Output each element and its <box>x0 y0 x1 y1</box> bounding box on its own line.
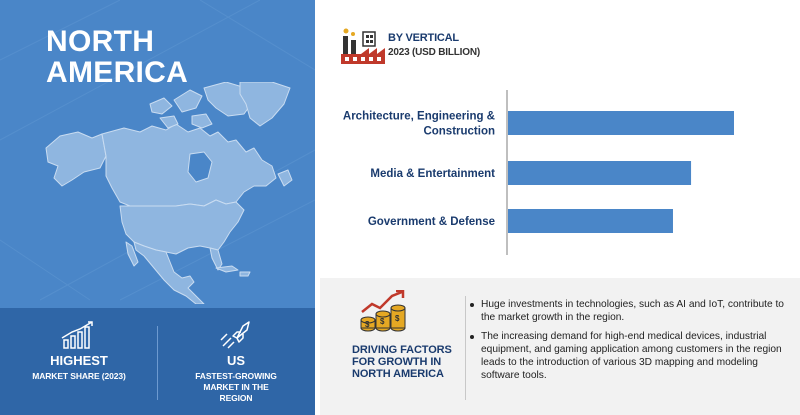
stat-highest <box>0 308 158 415</box>
svg-text:$: $ <box>380 317 385 326</box>
svg-text:$: $ <box>395 314 400 323</box>
category-label: Government & Defense <box>367 216 495 228</box>
category-label: Media & Entertainment <box>370 168 495 180</box>
driving-factors-title <box>352 344 462 380</box>
driving-factor-item: Huge investments in technologies, such as AI and IoT, contribute to the market growth in the region. <box>470 298 795 324</box>
stat-highest-title: HIGHEST <box>50 353 108 368</box>
region-stats <box>0 308 315 415</box>
stat-fastest-subtitle: FASTEST-GROWING MARKET IN THE REGION <box>195 371 277 403</box>
region-panel <box>0 0 315 415</box>
region-title <box>46 26 188 88</box>
growth-bar-chart-icon <box>58 320 98 350</box>
category-label: Construction <box>423 125 495 138</box>
factory-icon <box>339 26 387 66</box>
driving-factors-list <box>470 298 795 388</box>
stat-fastest <box>157 308 315 415</box>
rocket-arrows-icon <box>215 320 255 350</box>
driving-factor-item: The increasing demand for high-end medical devices, industrial equipment, and gaming application among customers in the region leads to the introduction of various 3D mapping and modeling software tools. <box>470 330 795 382</box>
driving-factors-title-line3: NORTH AMERICA <box>352 368 444 380</box>
driving-factors-title-line1: DRIVING FACTORS <box>352 344 452 356</box>
coins-growth-icon <box>358 290 408 338</box>
stat-highest-subtitle: MARKET SHARE (2023) <box>32 371 126 381</box>
driving-factors-panel <box>320 278 800 415</box>
north-america-map <box>40 82 310 304</box>
region-title-line2: AMERICA <box>46 56 189 89</box>
bar-0 <box>508 111 734 135</box>
driving-factors-title-line2: FOR GROWTH IN <box>352 356 442 368</box>
vertical-bar-chart <box>320 90 800 270</box>
bar-2 <box>508 209 673 233</box>
bar-1 <box>508 161 691 185</box>
driving-factors-divider <box>465 296 466 400</box>
stat-fastest-title: US <box>226 353 246 368</box>
category-label: Architecture, Engineering & <box>342 110 495 123</box>
chart-subtitle: 2023 (USD BILLION) <box>388 47 480 58</box>
region-title-line1: NORTH <box>46 25 155 58</box>
chart-title: BY VERTICAL <box>388 32 459 44</box>
svg-text:$: $ <box>365 320 370 329</box>
